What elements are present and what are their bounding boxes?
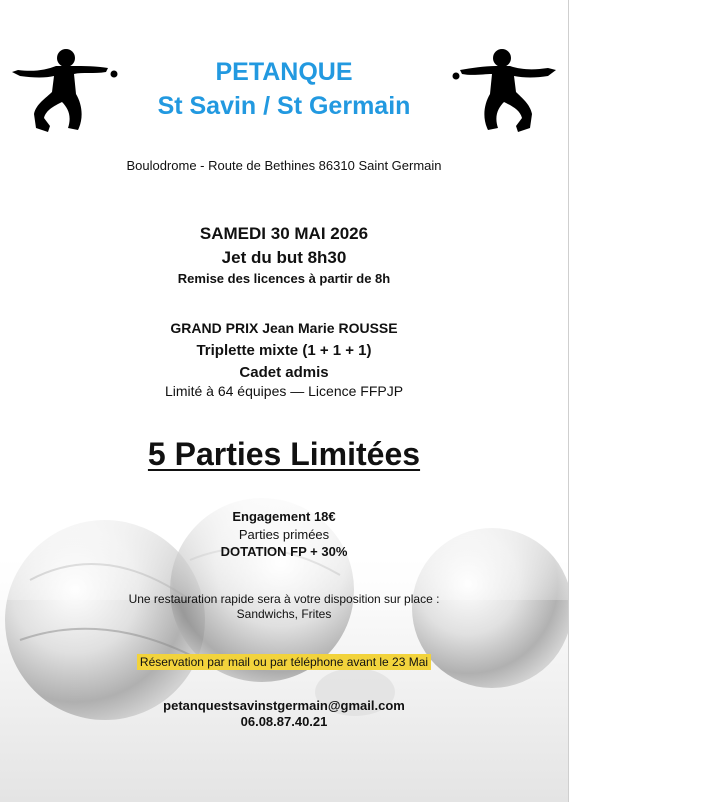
venue-address: Boulodrome - Route de Bethines 86310 Saint Germain — [126, 158, 442, 173]
food-items: Sandwichs, Frites — [236, 607, 332, 621]
club-name: St Savin / St Germain — [157, 92, 411, 120]
cadet-note: Cadet admis — [239, 364, 329, 381]
entry-fee: Engagement 18€ — [232, 509, 336, 524]
dotation: DOTATION FP + 30% — [220, 544, 348, 559]
page-title: PETANQUE — [215, 58, 353, 86]
contact-email: petanquestsavinstgermain@gmail.com — [163, 698, 405, 713]
competition-format: Triplette mixte (1 + 1 + 1) — [196, 342, 372, 359]
prize-note: Parties primées — [238, 527, 330, 542]
highlight-heading: 5 Parties Limitées — [147, 436, 421, 472]
license-note: Remise des licences à partir de 8h — [177, 271, 391, 286]
food-info: Une restauration rapide sera à votre disposition sur place : — [128, 592, 440, 606]
reservation-text: Réservation par mail ou par téléphone avant le 23 Mai — [137, 654, 431, 670]
contact-phone: 06.08.87.40.21 — [240, 714, 328, 729]
event-date: SAMEDI 30 MAI 2026 — [199, 224, 369, 243]
team-limit: Limité à 64 équipes — Licence FFPJP — [164, 383, 404, 399]
competition-name: GRAND PRIX Jean Marie ROUSSE — [170, 320, 398, 336]
start-time: Jet du but 8h30 — [221, 248, 347, 267]
reservation-banner — [0, 653, 568, 671]
